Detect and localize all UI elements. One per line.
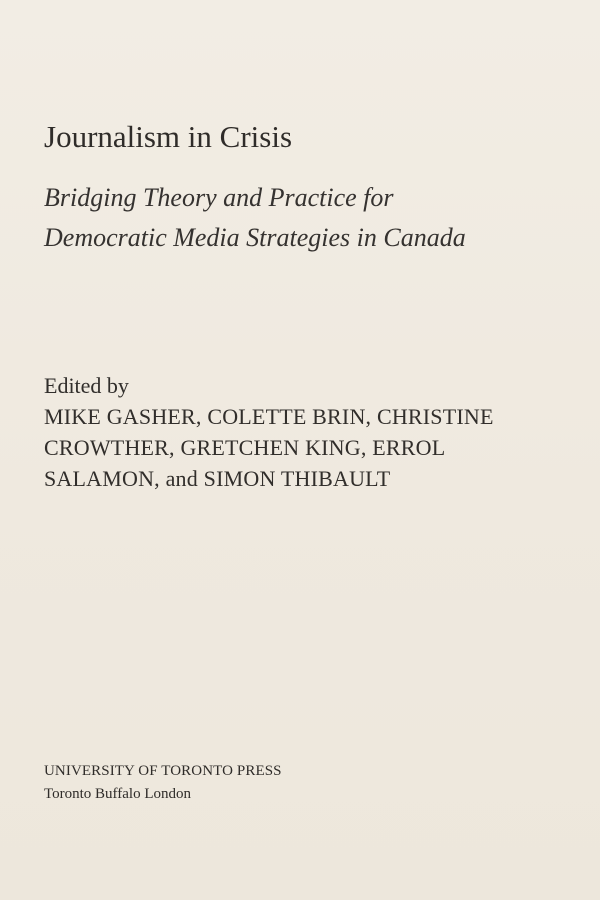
editors-line-1: MIKE GASHER, COLETTE BRIN, CHRISTINE bbox=[44, 404, 494, 429]
editors-block bbox=[44, 370, 494, 494]
subtitle-line-1: Bridging Theory and Practice for bbox=[44, 183, 394, 212]
publisher-name: UNIVERSITY OF TORONTO PRESS bbox=[44, 763, 282, 779]
editors-line-3: SALAMON, and SIMON THIBAULT bbox=[44, 466, 391, 491]
book-title: Journalism in Crisis bbox=[44, 119, 293, 154]
edited-by-label: Edited by bbox=[44, 373, 129, 398]
publisher-block bbox=[44, 760, 282, 806]
publisher-cities: Toronto Buffalo London bbox=[44, 786, 191, 802]
book-subtitle bbox=[44, 178, 466, 258]
editors-line-2: CROWTHER, GRETCHEN KING, ERROL bbox=[44, 435, 446, 460]
subtitle-line-2: Democratic Media Strategies in Canada bbox=[44, 223, 466, 252]
